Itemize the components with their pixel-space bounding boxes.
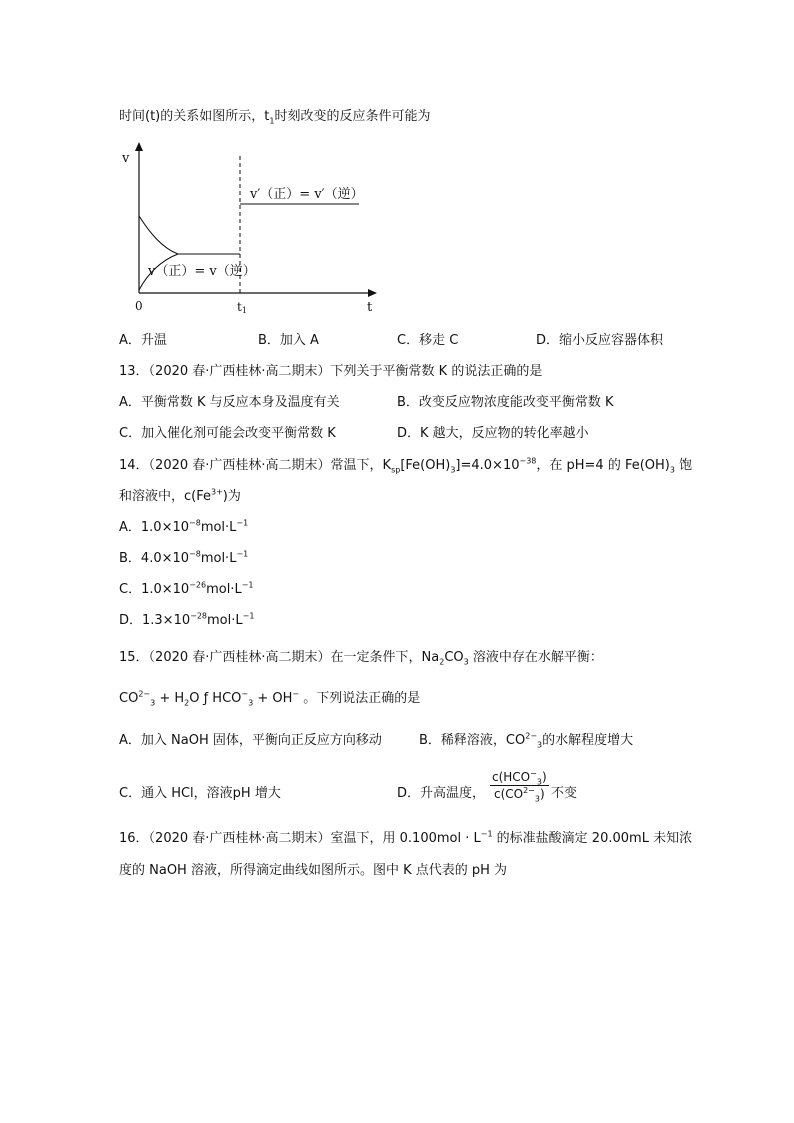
t1-label: t1	[237, 300, 247, 315]
q13-stem: 13．（2020 春·广西桂林·高二期末）下列关于平衡常数 K 的说法正确的是	[119, 364, 543, 379]
q15-fraction	[490, 769, 549, 804]
q13-option-b: B．改变反应物浓度能改变平衡常数 K	[397, 395, 614, 410]
new-equilibrium-label: v′（正）= v′（逆）	[250, 187, 364, 202]
intro-t-sub: 1	[269, 116, 275, 126]
q14-stem-line2: 和溶液中，$c(Fe^{3+})$为	[119, 487, 241, 504]
q13-option-d: D．K 越大，反应物的转化率越小	[397, 426, 589, 441]
q15-option-d-label: D．升高温度，	[397, 786, 486, 801]
intro-line	[119, 108, 430, 126]
equilibrium-label: v（正）= v（逆）	[148, 264, 256, 279]
origin-label: 0	[135, 299, 143, 313]
y-axis-label: v	[122, 151, 130, 166]
fraction-denominator: $c(CO^{2-}_3)$	[493, 786, 545, 804]
intro-text: 时间(t)的关系如图所示，	[119, 109, 265, 124]
q16-stem: 16．（2020 春·广西桂林·高二期末）室温下，用 $0.100mol \cdot L^{-1}$ 的标准盐酸滴定 20.00mL 未知浓	[119, 829, 693, 846]
q15-stem: 15．（2020 春·广西桂林·高二期末）在一定条件下，$Na_2CO_3$ 溶液中存在水解平衡：	[119, 650, 603, 667]
q14-option-a: A．$1.0\times 10^{-8}mol\cdot L^{-1}$	[119, 518, 249, 535]
q13-option-a: A．平衡常数 K 与反应本身及温度有关	[119, 395, 340, 410]
rate-time-figure	[110, 138, 400, 318]
y-axis-arrow	[135, 142, 143, 151]
forward-rate-curve	[139, 216, 178, 254]
q12-option-c: C．移走 C	[397, 333, 459, 348]
fraction-numerator: $c(HCO^-_3)$	[492, 769, 547, 787]
q14-option-b: B．$4.0\times 10^{-8}mol\cdot L^{-1}$	[119, 549, 249, 566]
q12-option-d: D．缩小反应容器体积	[536, 333, 664, 348]
q15-option-b: B．稀释溶液，$CO^{2-}_3$的水解程度增大	[419, 731, 634, 750]
q14-stem: 14．（2020 春·广西桂林·高二期末）常温下，$K_{sp}[Fe(OH)_3]=4.0\times 10^{-38}$，在 pH=4 的 $Fe(OH)_3$ 饱	[119, 456, 693, 475]
x-axis-label: t	[367, 300, 373, 315]
q15-option-d-end: 不变	[551, 786, 578, 801]
q14-option-d: D．$1.3\times 10^{-28}mol\cdot L^{-1}$	[119, 611, 255, 628]
q13-option-c: C．加入催化剂可能会改变平衡常数 K	[119, 426, 336, 441]
x-axis-arrow	[368, 289, 377, 297]
q14-option-c: C．$1.0\times 10^{-26}mol\cdot L^{-1}$	[119, 580, 254, 597]
intro-t: t	[264, 109, 270, 124]
q15-option-c: C．通入 HCl，溶液pH 增大	[119, 786, 281, 801]
q12-option-a: A．升温	[119, 333, 167, 348]
q15-option-a: A．加入 NaOH 固体，平衡向正反应方向移动	[119, 733, 382, 748]
q16-stem-line2: 度的 NaOH 溶液，所得滴定曲线如图所示。图中 K 点代表的 pH 为	[119, 863, 508, 878]
q12-option-b: B．加入 A	[258, 333, 319, 348]
q15-equation: $CO^{2-}_3 + H_2O$ ƒ $HCO^-_3 + OH^-$ 。下列说法正确的是	[119, 689, 421, 708]
intro-text-end: 时刻改变的反应条件可能为	[274, 109, 431, 124]
